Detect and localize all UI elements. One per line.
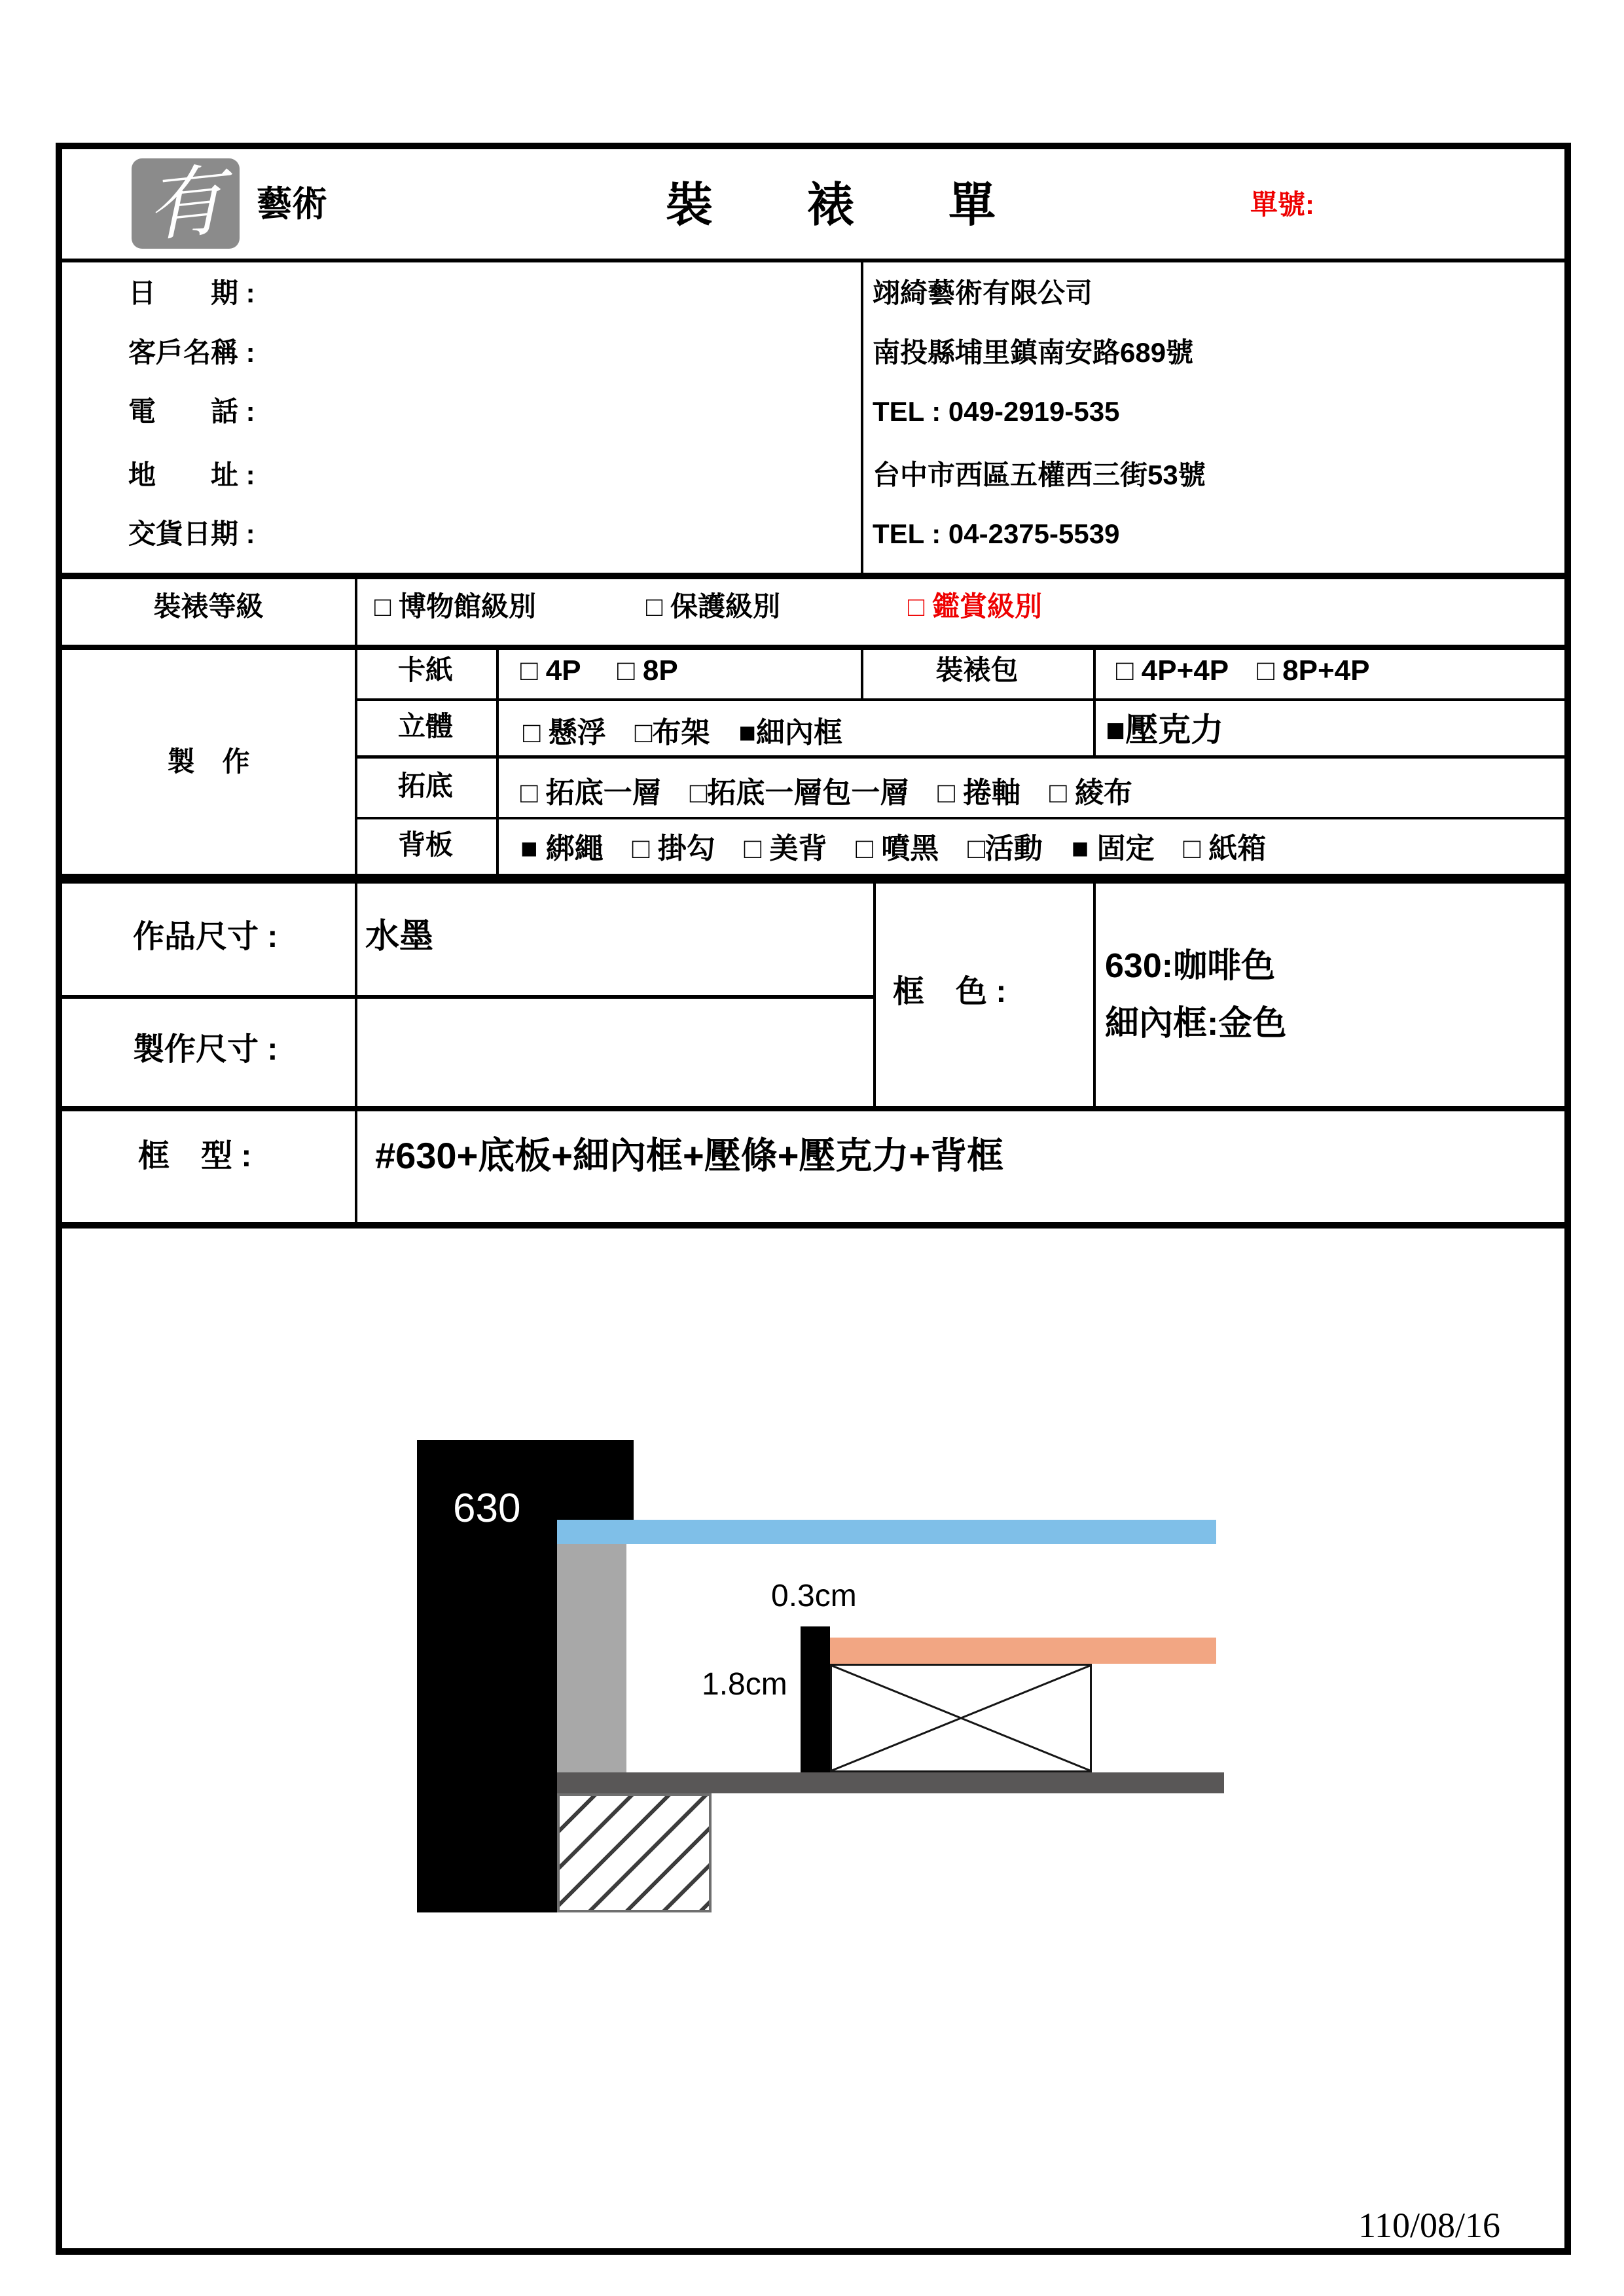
frame-color-label: 框 色 : — [893, 975, 1007, 1009]
backboard-bar — [557, 1772, 1224, 1793]
divider-grade-bottom — [62, 645, 1564, 650]
divider-production-row1 — [355, 698, 1564, 701]
mount-pack-label: 裝裱包 — [935, 655, 1019, 685]
cardboard-options[interactable]: □ 4P □ 8P — [520, 655, 678, 687]
form-title: 裝 裱 單 — [666, 179, 996, 232]
form-date: 110/08/16 — [1358, 2206, 1501, 2245]
mount-pack-options[interactable]: □ 4P+4P □ 8P+4P — [1116, 655, 1370, 687]
backboard-row-label: 背板 — [397, 829, 453, 860]
seal-calligraphy-glyph: 有 — [145, 154, 226, 253]
grade-section-label: 裝裱等級 — [153, 591, 264, 622]
logo-text: 藝術 — [257, 185, 327, 224]
frame-color-value-line2: 細內框:金色 — [1105, 1005, 1287, 1043]
grade-option-appreciation[interactable]: □ 鑑賞級別 — [908, 591, 1043, 622]
artwork-size-value: 水墨 — [365, 918, 434, 956]
threed-options[interactable]: □ 懸浮 □布架 ■細內框 — [523, 717, 842, 749]
moulding-number-label: 630 — [453, 1486, 521, 1531]
divider-sublabel-column — [496, 645, 499, 874]
backboard-options[interactable]: ■ 綁繩 □ 掛勾 □ 美背 □ 噴黑 □活動 ■ 固定 □ 紙箱 — [520, 833, 1267, 865]
company-tel-2: TEL : 04-2375-5539 — [873, 518, 1120, 549]
address-label: 地 址 : — [128, 459, 255, 490]
delivery-date-label: 交貨日期 : — [128, 518, 255, 549]
divider-sizes-mid — [62, 995, 873, 999]
divider-label-column — [355, 573, 357, 1222]
divider-sizes-framecolor — [873, 884, 876, 1106]
divider-pack-options — [1093, 645, 1096, 755]
frame-type-value: #630+底板+細內框+壓條+壓克力+背框 — [375, 1135, 1004, 1176]
hatched-filler-block — [557, 1793, 712, 1912]
phone-label: 電 話 : — [128, 396, 255, 427]
frame-color-value-line1: 630:咖啡色 — [1105, 947, 1276, 985]
company-name: 翊綺藝術有限公司 — [873, 278, 1093, 308]
divider-production-row2 — [355, 755, 1564, 759]
divider-production-row3 — [355, 817, 1564, 819]
divider-sizes-bottom — [62, 1106, 1564, 1111]
dimension-label-1-8cm: 1.8cm — [702, 1667, 787, 1702]
crossed-diagonals-icon — [832, 1666, 1090, 1770]
divider-cardboard-pack — [861, 645, 863, 698]
divider-header-bottom — [62, 259, 1564, 262]
production-section-label: 製 作 — [167, 746, 250, 777]
company-address-2: 台中市西區五權西三街53號 — [873, 459, 1206, 490]
form-border-frame — [56, 143, 1571, 2255]
backing-row-label: 拓底 — [397, 770, 453, 801]
company-tel-1: TEL : 049-2919-535 — [873, 396, 1120, 427]
acrylic-layer-bar — [557, 1520, 1216, 1544]
divider-info-vertical — [861, 259, 863, 573]
liner-gray-bar — [557, 1544, 626, 1772]
grade-option-protection[interactable]: □ 保護級別 — [646, 591, 781, 622]
inner-frame-bar — [801, 1626, 830, 1772]
divider-info-bottom — [62, 573, 1564, 579]
dimension-label-0-3cm: 0.3cm — [771, 1579, 857, 1613]
company-address-1: 南投縣埔里鎮南安路689號 — [873, 337, 1194, 368]
backing-options[interactable]: □ 拓底一層 □拓底一層包一層 □ 捲軸 □ 綾布 — [520, 777, 1132, 809]
artwork-layer-bar — [825, 1638, 1216, 1664]
divider-production-bottom — [62, 874, 1564, 884]
customer-name-label: 客戶名稱 : — [128, 337, 255, 368]
production-size-label: 製作尺寸 : — [133, 1032, 278, 1067]
acrylic-option[interactable]: ■壓克力 — [1106, 711, 1224, 748]
divider-frametype-bottom — [62, 1222, 1564, 1229]
frame-type-label: 框 型 : — [138, 1139, 252, 1174]
artwork-size-label: 作品尺寸 : — [133, 920, 278, 954]
base-board-crossed-box — [830, 1664, 1092, 1772]
threed-row-label: 立體 — [397, 711, 453, 742]
date-label: 日 期 : — [128, 278, 255, 308]
grade-option-museum[interactable]: □ 博物館級別 — [374, 591, 537, 622]
cardboard-row-label: 卡紙 — [397, 655, 453, 685]
company-seal-logo — [132, 154, 240, 253]
order-number-label: 單號: — [1250, 189, 1314, 220]
divider-framecolor-value — [1093, 884, 1096, 1106]
